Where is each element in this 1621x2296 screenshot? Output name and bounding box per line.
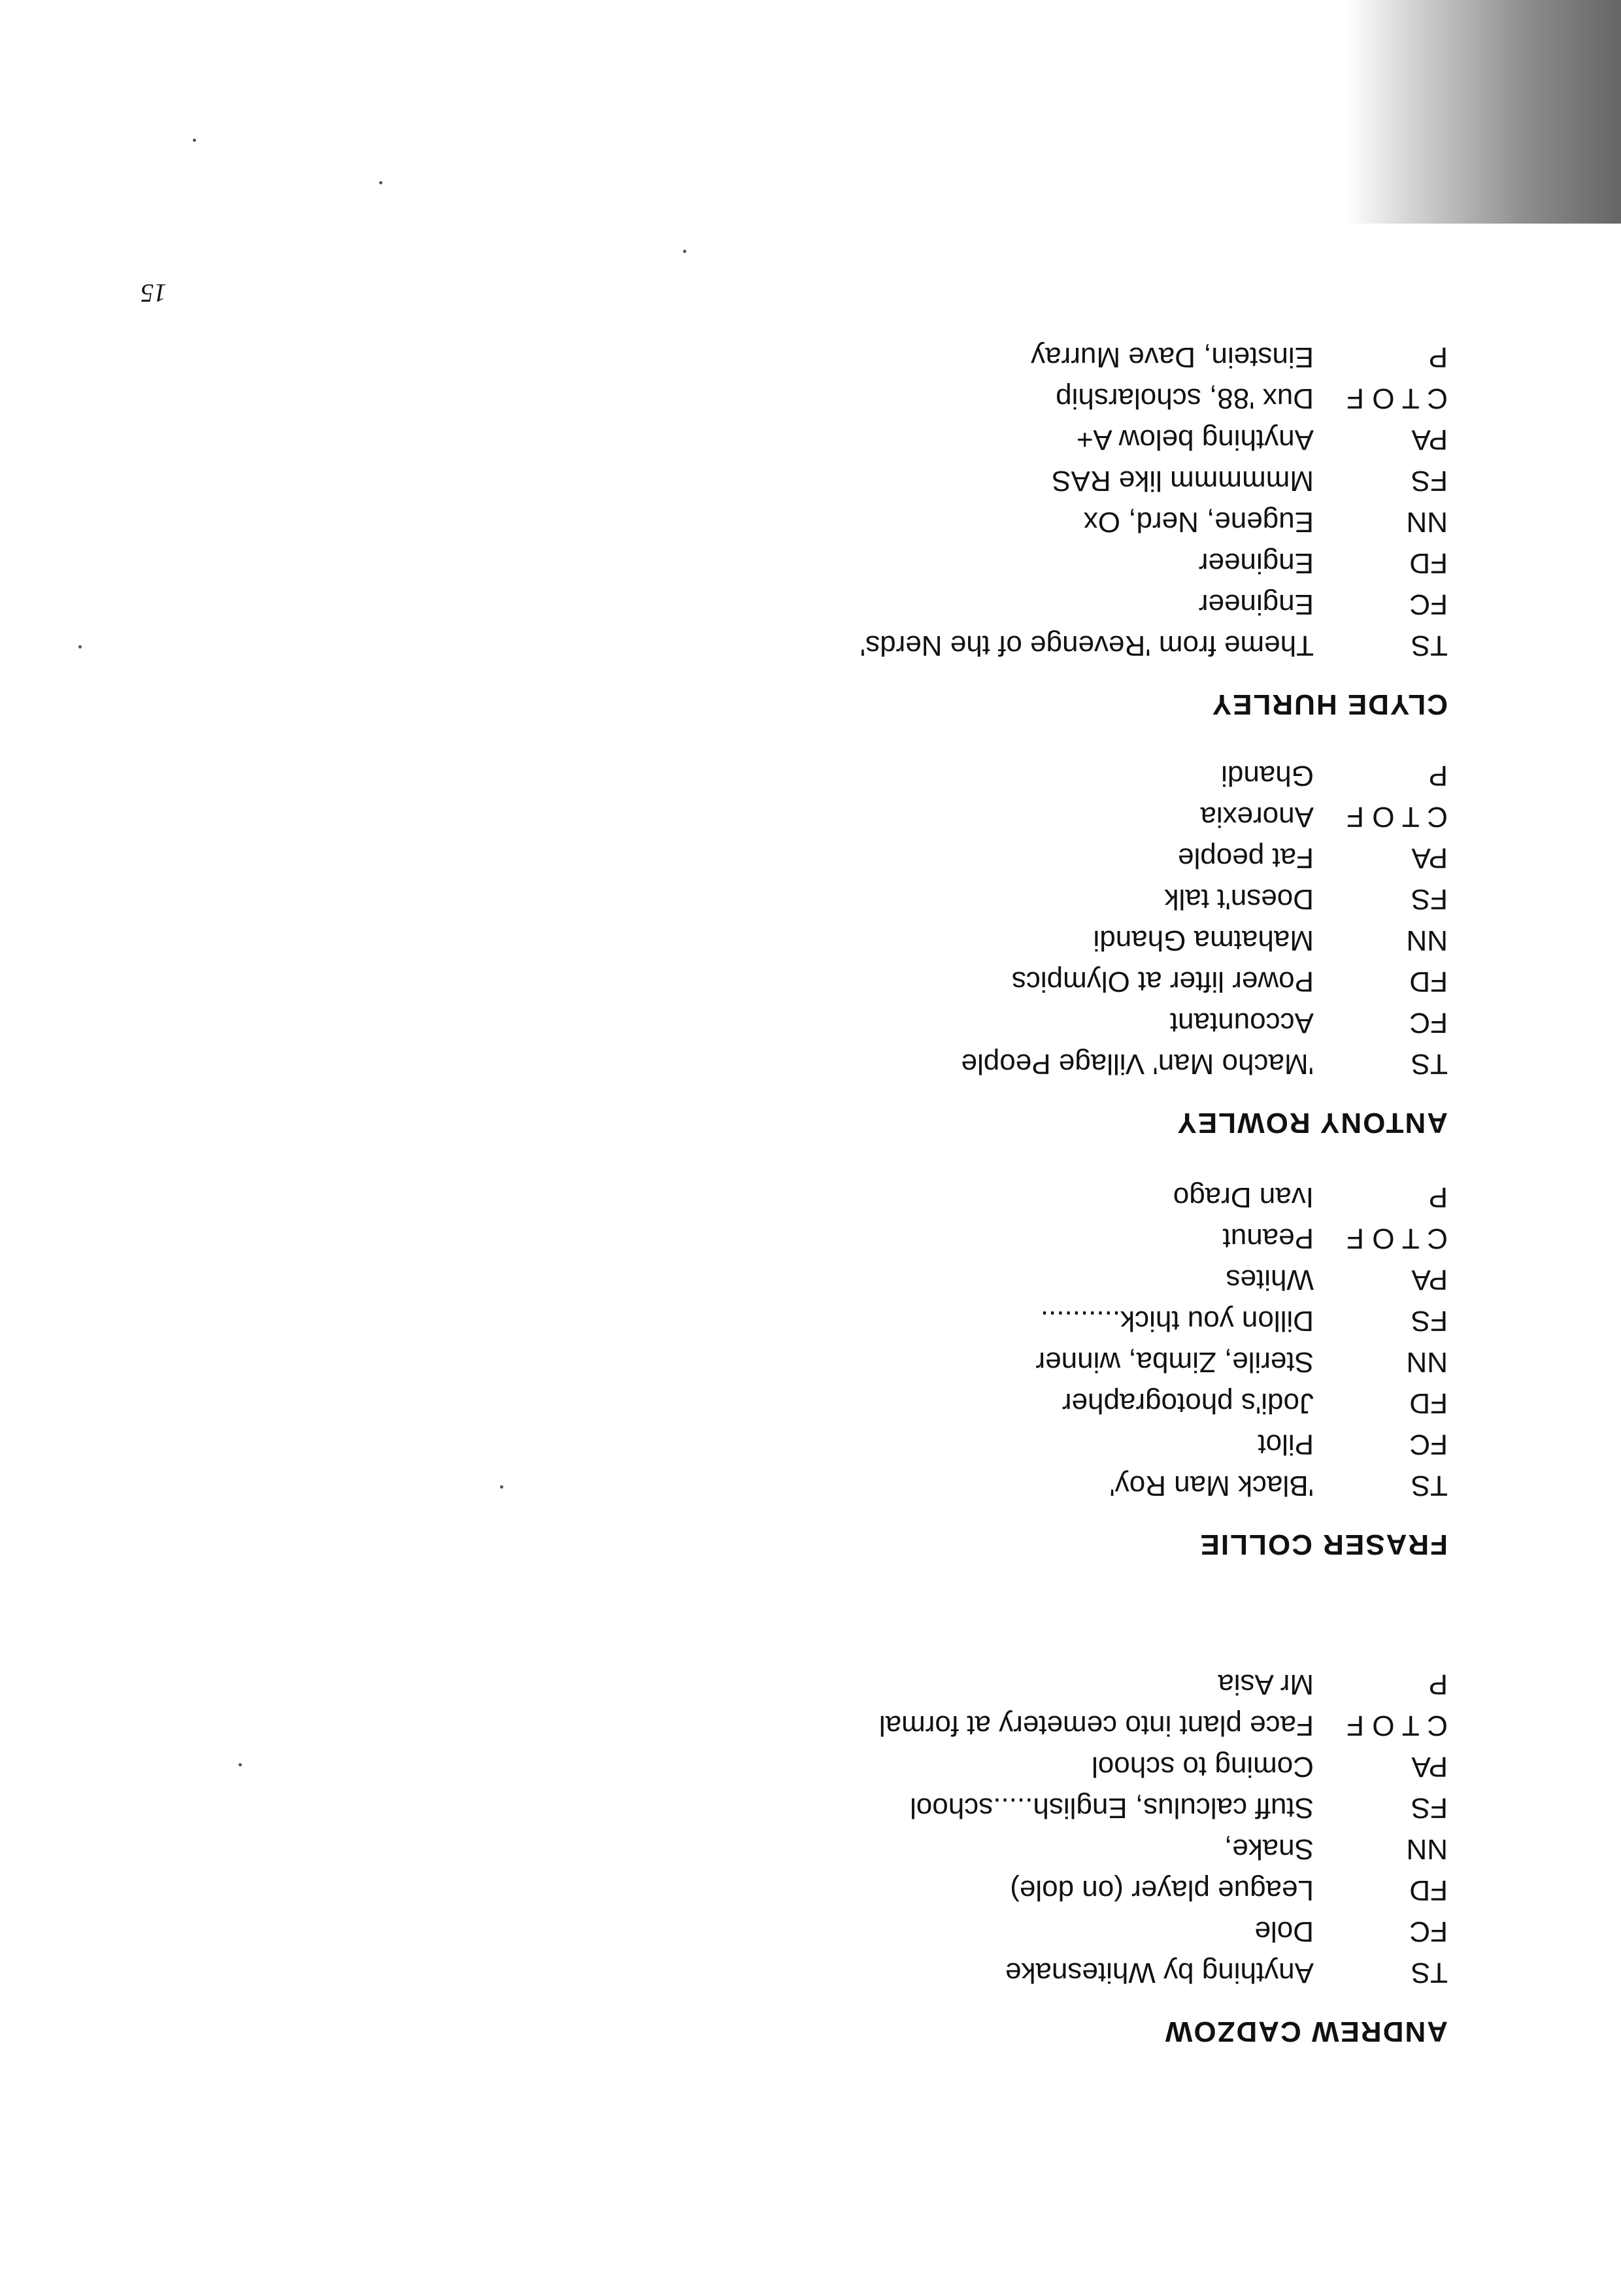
field-code: TS [1411,1470,1448,1502]
scan-shadow [1346,0,1621,224]
field-row [1041,1304,1448,1337]
field-value: Anorexia [1200,801,1314,833]
field-code: NN [1406,1833,1448,1865]
field-row [1224,1832,1448,1865]
field-value: Dole [1254,1916,1314,1948]
field-code: FS [1411,1792,1448,1824]
field-value: Stuff calculus, English.....school [910,1792,1314,1824]
field-value: Accountant [1169,1007,1314,1039]
field-code: FD [1409,547,1448,579]
field-row [1012,965,1448,998]
field-code: TS [1411,1957,1448,1989]
field-value: Dux '88, scholarship [1056,382,1314,414]
field-code: FC [1409,1428,1448,1460]
field-code: FS [1411,465,1448,497]
field-code: C T O F [1346,1223,1448,1255]
field-value: Ivan Drago [1173,1181,1314,1213]
field-value: Power lifter at Olympics [1011,966,1314,998]
field-value: Einstein, Dave Murray [1031,341,1314,373]
field-code: P [1428,760,1448,792]
field-value: Mr Asia [1218,1668,1314,1700]
field-code: PA [1411,424,1448,456]
field-value: Snake, [1224,1833,1314,1865]
field-code: C T O F [1346,801,1448,833]
field-row [1056,382,1448,414]
field-value: Anything below A+ [1076,424,1314,456]
scan-speck [193,139,196,142]
field-value: Mmmmmm like RAS [1052,465,1314,497]
field-code: C T O F [1346,382,1448,414]
field-code: PA [1411,842,1448,874]
field-row [1036,1345,1448,1378]
field-row [1199,547,1448,579]
field-row [1010,1874,1448,1906]
student-profile [0,1668,1621,2048]
field-row [1092,1750,1448,1783]
student-name: ANTONY ROWLEY [1176,1107,1448,1139]
scan-speck [683,250,686,253]
field-code: FS [1411,883,1448,915]
field-code: FC [1409,1916,1448,1948]
field-code: TS [1411,630,1448,662]
field-value: Coming to school [1092,1751,1314,1783]
field-value: Theme from 'Revenge of the Nerds' [860,630,1314,662]
field-row [1031,341,1448,373]
field-code: P [1428,1181,1448,1213]
field-row [1173,1181,1448,1213]
field-value: Peanut [1222,1223,1314,1255]
field-code: NN [1406,924,1448,956]
field-row [1200,800,1448,833]
field-row [910,1791,1448,1824]
field-code: P [1428,1668,1448,1700]
field-code: TS [1411,1048,1448,1080]
field-code: NN [1406,1346,1448,1378]
field-code: PA [1411,1751,1448,1783]
field-value: Face plant into cemetery at formal [878,1710,1314,1742]
field-row [1084,505,1448,538]
field-row [1226,1263,1448,1296]
field-value: Fat people [1178,842,1314,874]
field-value: Jodi's photographer [1061,1387,1314,1419]
field-row [961,1047,1448,1080]
field-row [879,1709,1448,1742]
field-value: Whites [1226,1264,1314,1296]
student-profile [0,760,1621,1139]
field-row [1255,1915,1448,1948]
field-value: League player (on dole) [1010,1874,1314,1906]
field-code: FD [1409,1387,1448,1419]
field-row [1062,1387,1448,1419]
field-code: FD [1409,1874,1448,1906]
student-name: ANDREW CADZOW [1163,2016,1448,2048]
field-row [1221,759,1448,792]
field-code: NN [1406,506,1448,538]
field-value: Mahatma Ghandi [1093,924,1314,956]
field-row [1093,924,1448,956]
field-row [1258,1428,1448,1460]
field-row [1164,883,1448,915]
field-value: Engineer [1198,547,1314,579]
field-code: C T O F [1346,1710,1448,1742]
scan-speck [379,181,382,184]
field-code: FC [1409,1007,1448,1039]
field-row [1223,1222,1448,1255]
field-row [1170,1006,1448,1039]
field-code: PA [1411,1264,1448,1296]
field-value: Dillon you thick.......... [1040,1305,1314,1337]
field-row [1109,1469,1448,1502]
field-value: Eugene, Nerd, Ox [1083,506,1314,538]
student-name: CLYDE HURLEY [1211,688,1448,720]
field-code: FD [1409,966,1448,998]
page-number: 15 [141,279,167,308]
field-row [1052,464,1448,497]
field-value: Doesn't talk [1164,883,1314,915]
field-code: P [1428,341,1448,373]
field-row [1005,1956,1448,1989]
field-value: Anything by Whitesnake [1005,1957,1314,1989]
field-value: Engineer [1198,588,1314,620]
field-code: FC [1409,588,1448,620]
field-row [1218,1668,1448,1700]
field-value: Sterile, Zimba, winner [1035,1346,1314,1378]
field-row [1199,588,1448,620]
field-row [860,629,1448,662]
student-name: FRASER COLLIE [1199,1528,1448,1561]
field-value: 'Macho Man' Village People [961,1048,1314,1080]
field-value: Pilot [1258,1428,1314,1460]
field-code: FS [1411,1305,1448,1337]
field-row [1077,423,1448,456]
field-value: Ghandi [1221,760,1314,792]
student-profile [0,1181,1621,1561]
student-profile [0,341,1621,720]
field-value: 'Black Man Roy' [1109,1470,1314,1502]
field-row [1178,841,1448,874]
